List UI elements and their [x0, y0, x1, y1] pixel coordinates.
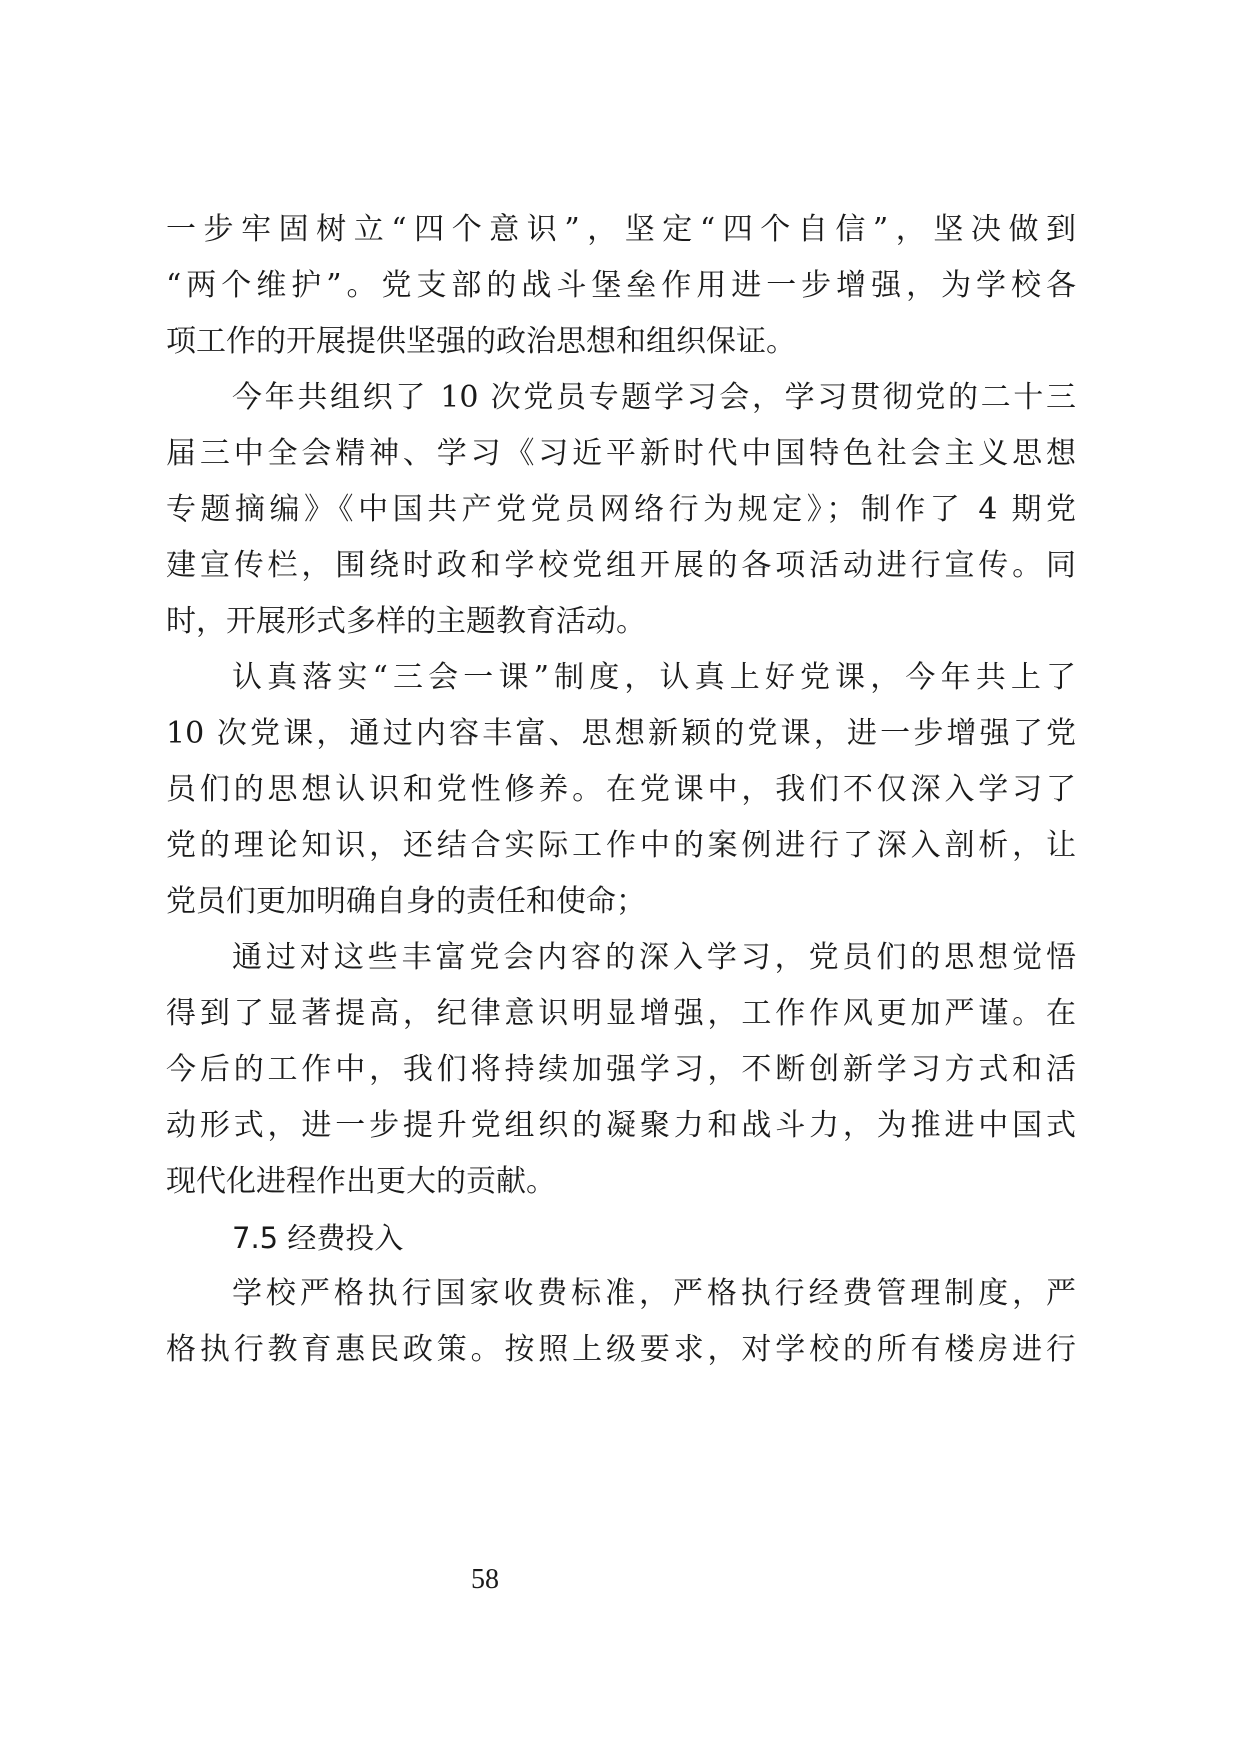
paragraph-line: 格执行教育惠民政策。按照上级要求，对学校的所有楼房进行 [166, 1332, 1076, 1367]
section-heading: 7.5 经费投入 [232, 1221, 404, 1255]
paragraph-line: 建宣传栏，围绕时政和学校党组开展的各项活动进行宣传。同 [166, 548, 1076, 583]
paragraph-line: 专题摘编》《中国共产党党员网络行为规定》；制作了 4 期党 [166, 492, 1076, 527]
paragraph-line: 得到了显著提高，纪律意识明显增强，工作作风更加严谨。在 [166, 996, 1076, 1031]
paragraph-line: 党员们更加明确自身的责任和使命； [166, 884, 646, 919]
paragraph-line: 届三中全会精神、学习《习近平新时代中国特色社会主义思想 [166, 436, 1076, 471]
paragraph-line: 时，开展形式多样的主题教育活动。 [166, 604, 646, 639]
paragraph-line: 动形式，进一步提升党组织的凝聚力和战斗力，为推进中国式 [166, 1108, 1076, 1143]
paragraph-line: 员们的思想认识和党性修养。在党课中，我们不仅深入学习了 [166, 772, 1076, 807]
paragraph-line: 项工作的开展提供坚强的政治思想和组织保证。 [166, 324, 796, 359]
paragraph-line: 现代化进程作出更大的贡献。 [166, 1164, 556, 1199]
paragraph-line: 今年共组织了 10 次党员专题学习会，学习贯彻党的二十三 [232, 380, 1076, 415]
paragraph-line: “两个维护”。党支部的战斗堡垒作用进一步增强，为学校各 [166, 268, 1076, 303]
page-number: 58 [471, 1564, 499, 1595]
paragraph-line: 一步牢固树立“四个意识”，坚定“四个自信”，坚决做到 [166, 212, 1076, 247]
paragraph-line: 党的理论知识，还结合实际工作中的案例进行了深入剖析，让 [166, 828, 1076, 863]
paragraph-line: 10 次党课，通过内容丰富、思想新颖的党课，进一步增强了党 [166, 716, 1076, 751]
paragraph-line: 认真落实“三会一课”制度，认真上好党课，今年共上了 [232, 660, 1076, 695]
paragraph-line: 今后的工作中，我们将持续加强学习，不断创新学习方式和活 [166, 1052, 1076, 1087]
paragraph-line: 通过对这些丰富党会内容的深入学习，党员们的思想觉悟 [232, 940, 1076, 975]
paragraph-line: 学校严格执行国家收费标准，严格执行经费管理制度，严 [232, 1276, 1076, 1311]
